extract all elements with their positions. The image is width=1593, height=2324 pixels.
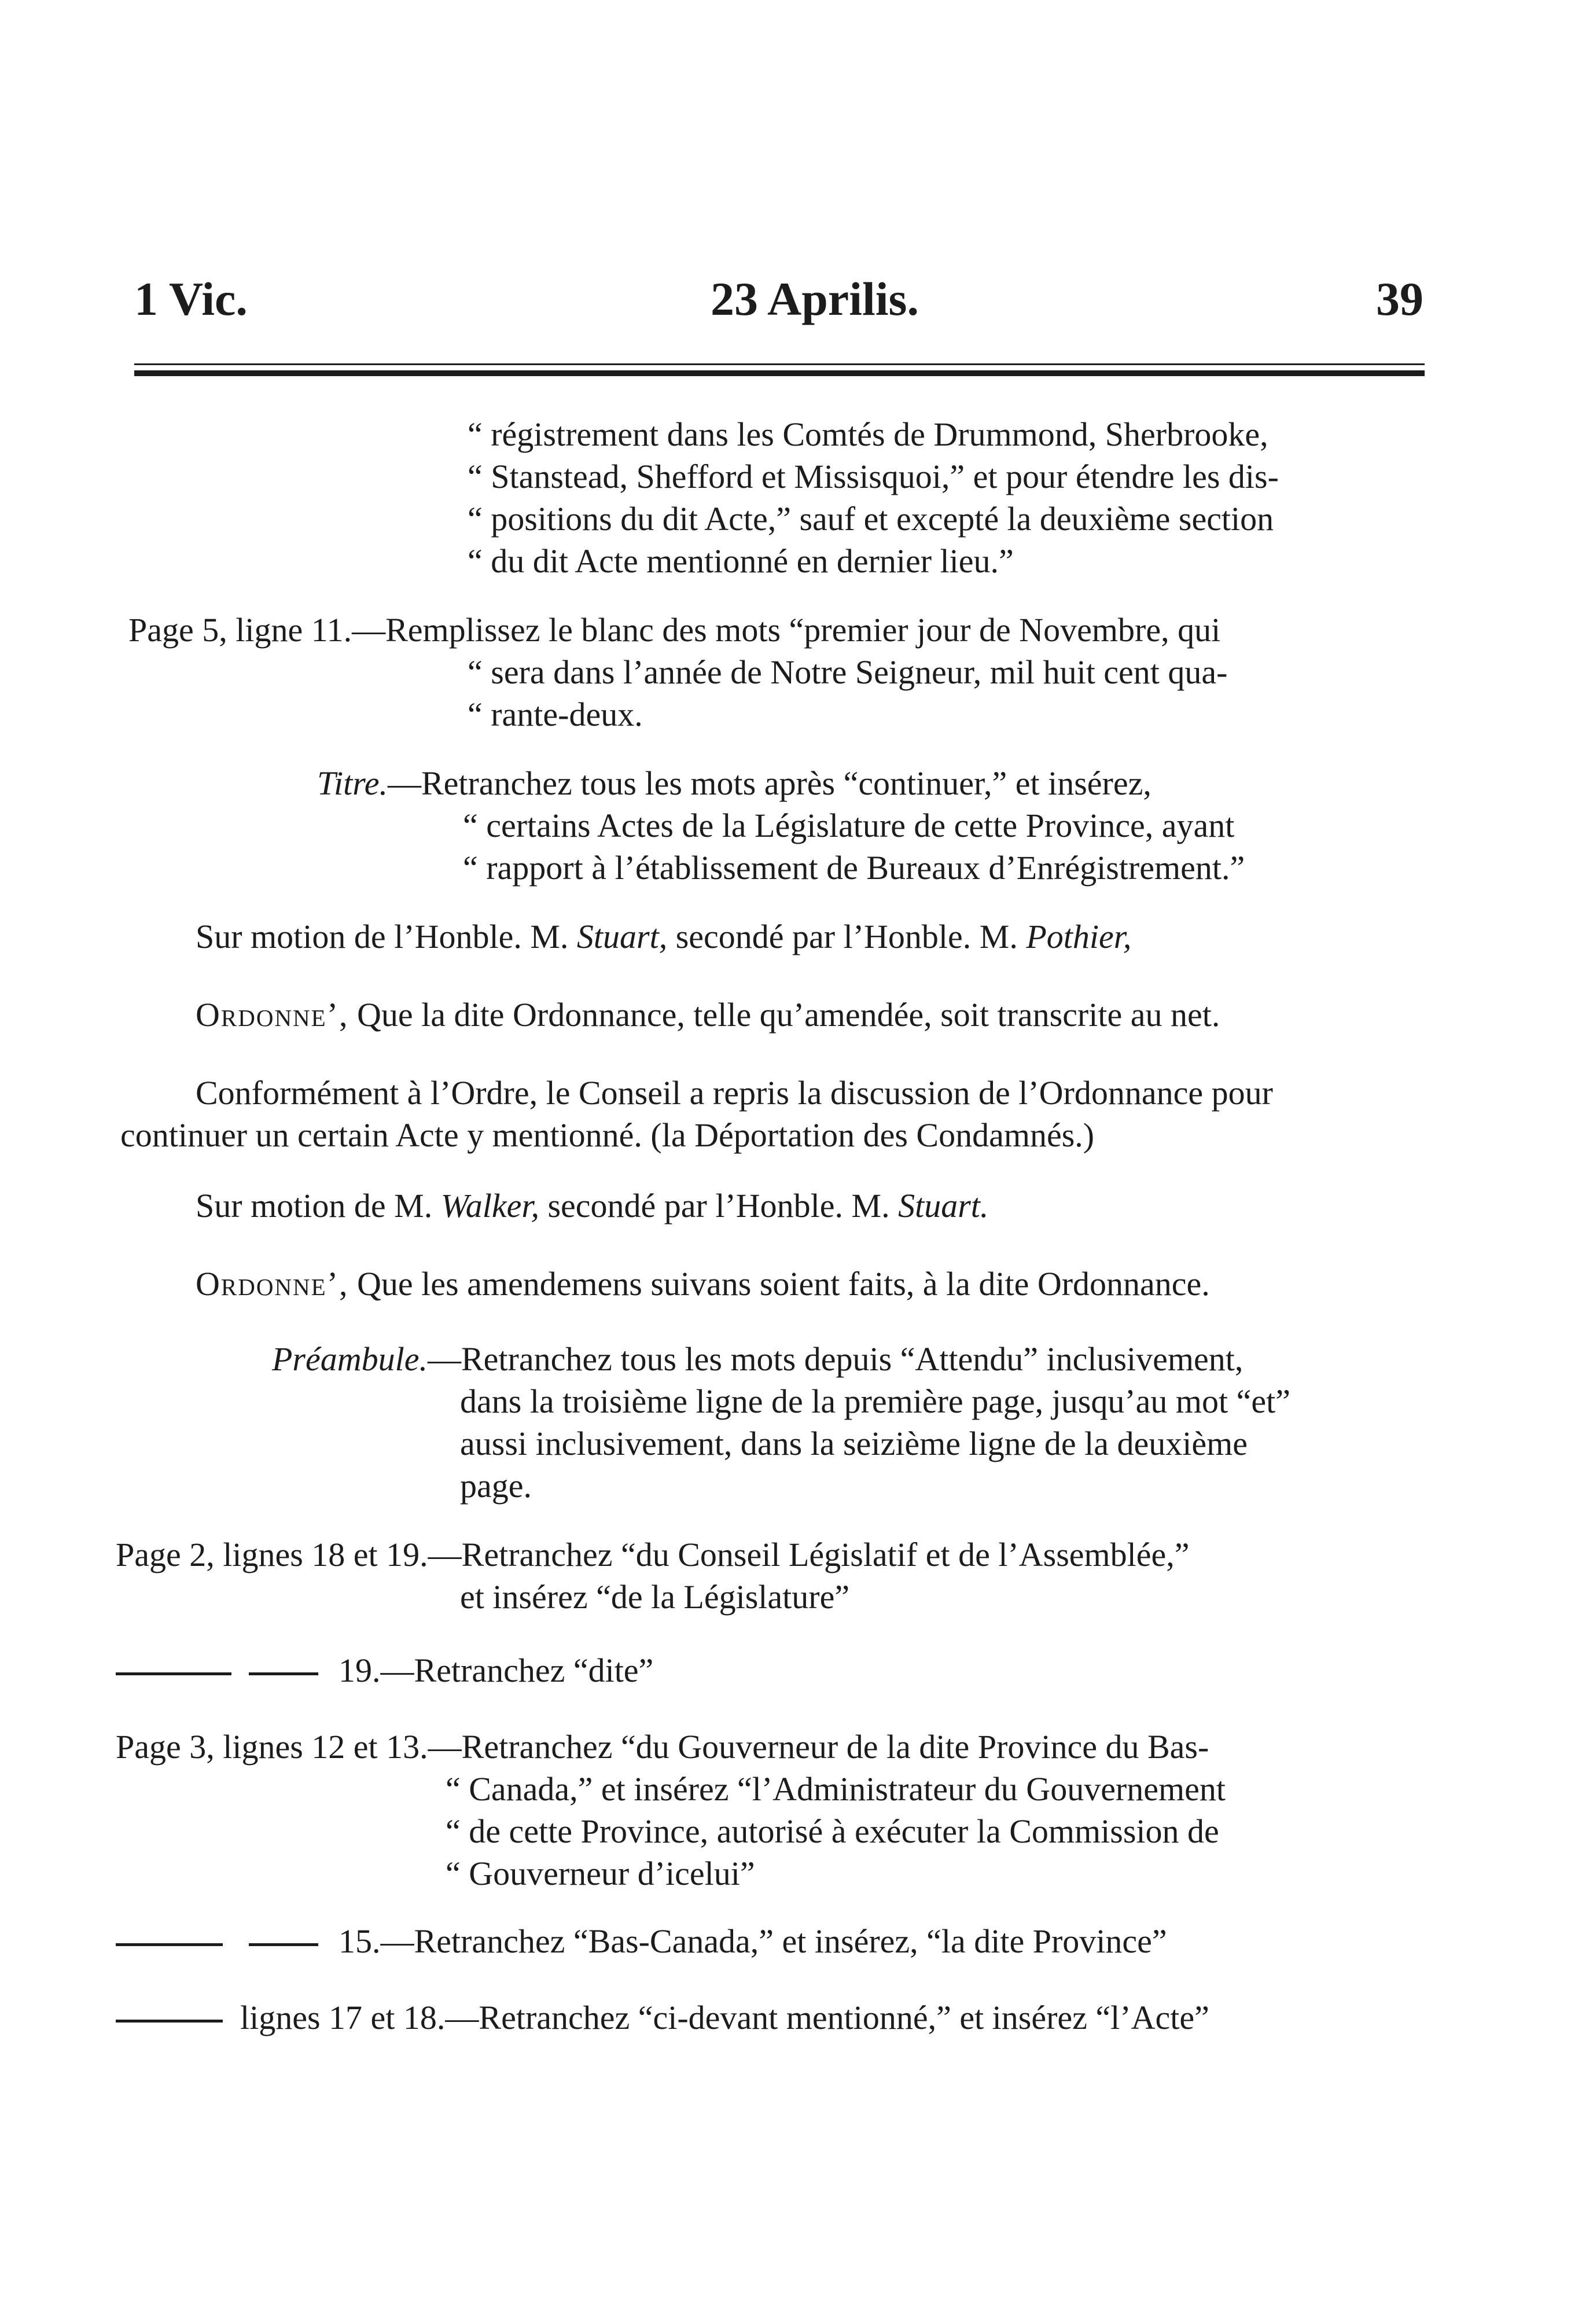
amendment-cont: “ Canada,” et insérez “l’Administrateur du Gouvernement	[446, 1770, 1226, 1808]
amendment-ref: Page 5, ligne 11.	[128, 611, 352, 649]
ditto-dash	[249, 1672, 318, 1675]
ditto-dash	[249, 1943, 318, 1946]
amendment-text: —Remplissez le blanc des mots “premier jour de Novembre, qui	[352, 611, 1221, 649]
motion-text: secondé par l’Honble. M.	[667, 918, 1027, 955]
motion-text: Sur motion de M.	[196, 1187, 441, 1224]
conform-line-2: continuer un certain Acte y mentionné. (la Déportation des Condamnés.)	[120, 1116, 1095, 1154]
quote-line: “ du dit Acte mentionné en dernier lieu.”	[468, 542, 1014, 580]
amendment-cont: “ Gouverneur d’icelui”	[446, 1855, 755, 1892]
seconder-name: Stuart.	[898, 1187, 989, 1224]
amendment-page3	[116, 1730, 1209, 1764]
amendment-cont: “ rapport à l’établissement de Bureaux d’Enrégistrement.”	[463, 849, 1245, 887]
mover-name: Walker,	[440, 1187, 539, 1224]
amendment-cont: “ sera dans l’année de Notre Seigneur, mil huit cent qua-	[468, 653, 1228, 691]
ordonne-word: Ordonne’,	[196, 1265, 349, 1303]
header-center: 23 Aprilis.	[711, 273, 919, 325]
ordonne-text: Que la dite Ordonnance, telle qu’amendée, soit transcrite au net.	[348, 996, 1220, 1034]
amendment-text: —Retranchez tous les mots après “continuer,” et insérez,	[387, 764, 1151, 802]
amendment-cont: “ certains Actes de la Législature de cette Province, ayant	[463, 807, 1235, 844]
quote-line: “ positions du dit Acte,” sauf et excepté la deuxième section	[468, 500, 1274, 538]
amendment-titre	[317, 764, 1151, 802]
amendment-text: —Retranchez tous les mots depuis “Attendu” inclusivement,	[428, 1340, 1244, 1378]
amendment-ref: Page 2, lignes 18 et 19.	[116, 1536, 428, 1573]
seconder-name: Pothier,	[1026, 918, 1132, 955]
amendment-ref: Page 3, lignes 12 et 13.	[116, 1728, 428, 1766]
amendment-text: —Retranchez “du Conseil Législatif et de l’Assemblée,”	[428, 1536, 1190, 1573]
amendment-text: —Retranchez “du Gouverneur de la dite Province du Bas-	[428, 1728, 1209, 1766]
amendment-preambule	[272, 1340, 1244, 1378]
ordonne-2	[196, 1267, 1210, 1301]
amendment-cont: page.	[460, 1467, 532, 1505]
amendment-page5	[128, 613, 1220, 647]
mover-name: Stuart,	[576, 918, 668, 955]
amendment-cont: et insérez “de la Législature”	[460, 1578, 850, 1616]
ditto-dash	[116, 2020, 223, 2023]
header-left: 1 Vic.	[134, 273, 248, 325]
amendment-cont: aussi inclusivement, dans la seizième ligne de la deuxième	[460, 1425, 1248, 1462]
quote-line: “ régistrement dans les Comtés de Drummond, Sherbrooke,	[468, 415, 1268, 453]
amendment-page2	[116, 1538, 1189, 1572]
quote-line: “ Stanstead, Shefford et Missisquoi,” et pour étendre les dis-	[468, 458, 1279, 495]
motion-1	[196, 920, 1131, 954]
amendment-cont: “ de cette Province, autorisé à exécuter la Commission de	[446, 1812, 1219, 1850]
header-rule-thick	[134, 370, 1425, 376]
amendment-lines17-18: lignes 17 et 18.—Retranchez “ci-devant mentionné,” et insérez “l’Acte”	[240, 1999, 1209, 2036]
titre-label: Titre.	[317, 764, 388, 802]
amendment-cont: “ rante-deux.	[468, 696, 643, 733]
preambule-label: Préambule.	[272, 1340, 428, 1378]
ordonne-text: Que les amendemens suivans soient faits, à la dite Ordonnance.	[348, 1265, 1210, 1303]
motion-text: Sur motion de l’Honble. M.	[196, 918, 577, 955]
amendment-cont: dans la troisième ligne de la première page, jusqu’au mot “et”	[460, 1382, 1290, 1420]
ditto-dash	[116, 1943, 223, 1946]
ordonne-1	[196, 998, 1220, 1032]
page-number: 39	[1376, 273, 1423, 325]
motion-text: secondé par l’Honble. M.	[539, 1187, 899, 1224]
motion-2	[196, 1189, 988, 1223]
header-rule-thin	[134, 363, 1425, 365]
conform-line-1: Conformément à l’Ordre, le Conseil a repris la discussion de l’Ordonnance pour	[196, 1074, 1273, 1112]
amendment-line19: 19.—Retranchez “dite”	[339, 1652, 654, 1689]
amendment-line15: 15.—Retranchez “Bas-Canada,” et insérez, “la dite Province”	[339, 1922, 1167, 1960]
ditto-dash	[116, 1672, 231, 1675]
ordonne-word: Ordonne’,	[196, 996, 349, 1034]
